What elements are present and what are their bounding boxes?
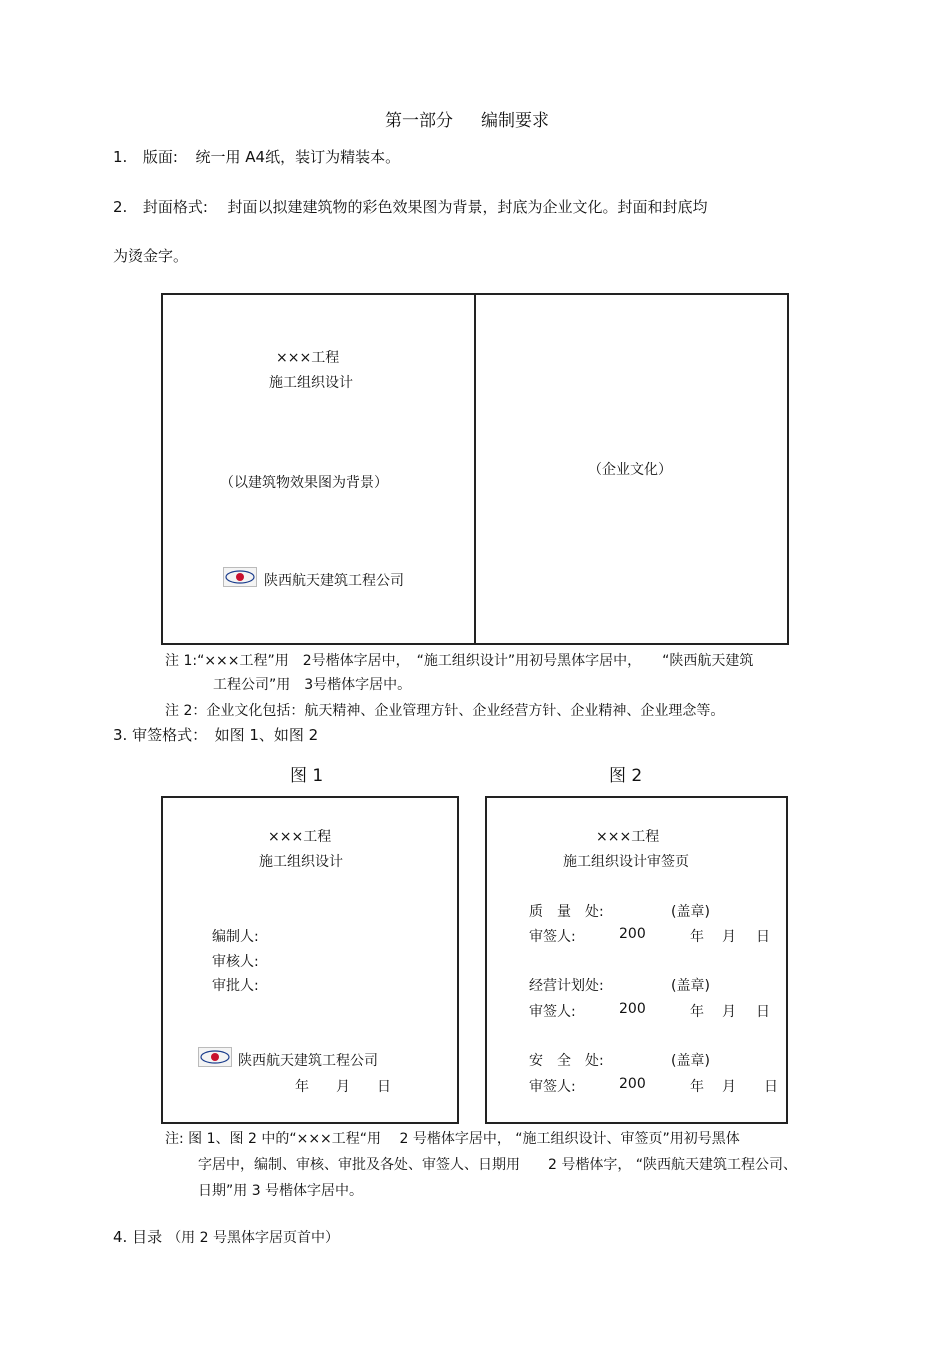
item-4 [113, 1226, 339, 1247]
fig-1-caption: 图 1 [290, 766, 324, 786]
heading-part: 第一部分 [385, 111, 453, 131]
fig-2-project-title: ×××工程 [596, 829, 660, 845]
fig-2-seal: (盖章) [671, 904, 710, 920]
fig-2-year-prefix: 200 [619, 926, 646, 942]
fig-2-day: 日 [756, 1004, 770, 1020]
item-2-num: 2. [113, 198, 128, 216]
item-1-text: 统一用 A4纸，装订为精装本。 [195, 148, 401, 166]
fig-2-signer: 审签人: [529, 1079, 576, 1095]
fig-1-role-compiler: 编制人: [212, 929, 259, 945]
fig-2-dept-planning: 经营计划处: [529, 978, 604, 994]
fig-2-day: 日 [764, 1079, 778, 1095]
fig-1-date-year: 年 [295, 1079, 309, 1095]
company-logo-icon [223, 567, 257, 587]
fig-2-seal: (盖章) [671, 978, 710, 994]
fig-1-date-month: 月 [336, 1079, 350, 1095]
item-2-continuation: 为烫金字。 [113, 247, 189, 265]
cover-background-note: （以建筑物效果图为背景） [220, 475, 388, 491]
cover-diagram [161, 293, 789, 645]
page-title [385, 106, 549, 131]
item-4-label: 4. 目录 [113, 1228, 163, 1246]
fig-2-year: 年 [690, 929, 704, 945]
fig-2-day: 日 [756, 929, 770, 945]
fig-2-dept-safety: 安 全 处: [529, 1053, 604, 1069]
back-cover-note: （企业文化） [588, 462, 672, 478]
fig-2-dept-quality: 质 量 处: [529, 904, 604, 920]
fig-2-signer: 审签人: [529, 929, 576, 945]
figure-note-line-2: 字居中，编制、审核、审批及各处、审签人、日期用 2 号楷体字， “陕西航天建筑工程公司、 [198, 1157, 798, 1173]
fig-2-month: 月 [722, 1079, 736, 1095]
figure-note-line-3: 日期”用 3 号楷体字居中。 [198, 1183, 364, 1199]
heading-name: 编制要求 [481, 111, 549, 131]
fig-1-design-title: 施工组织设计 [259, 854, 343, 870]
item-1 [113, 146, 400, 167]
company-logo-icon [198, 1047, 232, 1067]
fig-2-year-prefix: 200 [619, 1001, 646, 1017]
fig-1-role-approver: 审批人: [212, 978, 259, 994]
figure-note-line-1: 注: 图 1、图 2 中的“×××工程“用 2 号楷体字居中， “施工组织设计、审签页”用初号黑体 [165, 1131, 740, 1147]
item-2-label: 封面格式: [142, 198, 208, 216]
fig-2-seal: (盖章) [671, 1053, 710, 1069]
cover-note-1: 注 1:“×××工程”用 2号楷体字居中， “施工组织设计”用初号黑体字居中， “陕西航天建筑 [165, 653, 754, 669]
fig-1-project-title: ×××工程 [268, 829, 332, 845]
fig-2-caption: 图 2 [609, 766, 643, 786]
fig-2-month: 月 [722, 929, 736, 945]
cover-company-name: 陕西航天建筑工程公司 [264, 573, 404, 589]
cover-note-1-cont: 工程公司”用 3号楷体字居中。 [213, 677, 412, 693]
fig-2-month: 月 [722, 1004, 736, 1020]
cover-design-title: 施工组织设计 [269, 375, 353, 391]
item-2-text: 封面以拟建建筑物的彩色效果图为背景，封底为企业文化。封面和封底均 [227, 198, 708, 216]
item-1-num: 1. [113, 148, 128, 166]
item-4-note: （用 2 号黑体字居页首中） [167, 1230, 339, 1246]
fig-1-role-reviewer: 审核人: [212, 954, 259, 970]
fig-2-year: 年 [690, 1004, 704, 1020]
fig-2-year: 年 [690, 1079, 704, 1095]
cover-note-2: 注 2：企业文化包括：航天精神、企业管理方针、企业经营方针、企业精神、企业理念等。 [165, 703, 725, 719]
fig-2-signoff-title: 施工组织设计审签页 [563, 854, 689, 870]
fig-2-signer: 审签人: [529, 1004, 576, 1020]
item-3: 3. 审签格式： 如图 1、如图 2 [113, 726, 319, 744]
cover-project-title: ×××工程 [276, 350, 340, 366]
fig-1-company-name: 陕西航天建筑工程公司 [238, 1053, 378, 1069]
cover-divider [474, 295, 476, 643]
fig-2-year-prefix: 200 [619, 1076, 646, 1092]
item-2 [113, 196, 708, 217]
item-1-label: 版面: [142, 148, 178, 166]
fig-1-date-day: 日 [377, 1079, 391, 1095]
